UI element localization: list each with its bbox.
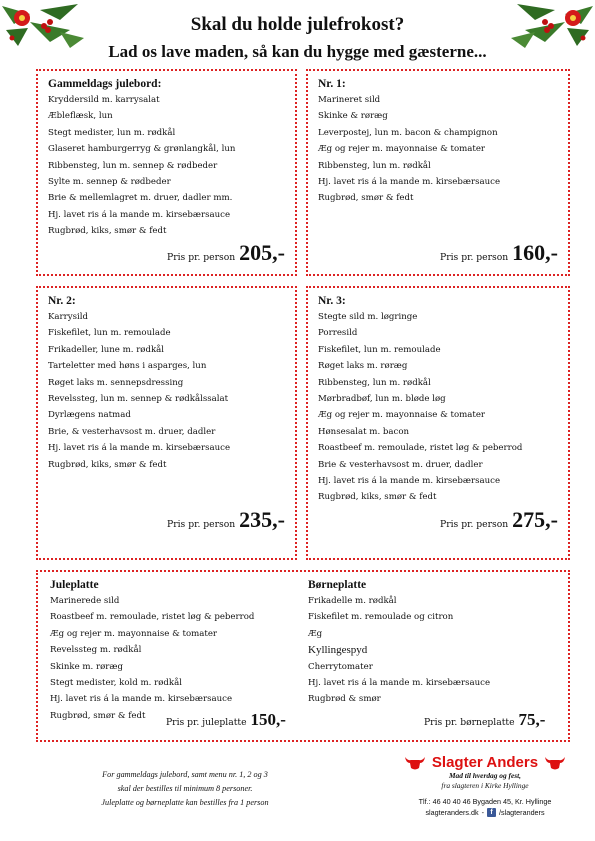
menu-item-list [50, 593, 300, 724]
menu-title: Nr. 2: [48, 295, 76, 307]
menu-item-list [48, 309, 285, 473]
menu-item: Rugbrød & smør [308, 694, 381, 705]
page-title: Skal du holde julefrokost? [190, 14, 405, 35]
menu-item: Stegt medister, kold m. rødkål [50, 678, 183, 689]
facebook-link[interactable]: /slagteranders [499, 808, 545, 817]
price-label: Pris pr. juleplatte [166, 717, 247, 728]
menu-item: Karrysild [48, 312, 89, 322]
juleplatte-column [50, 578, 300, 724]
footnote-line: For gammeldags julebord, samt menu nr. 1, 2 og 3 [102, 770, 268, 779]
menu-item: Leverpostej, lun m. bacon & champignon [318, 127, 498, 138]
price-value: 205,- [239, 240, 285, 265]
price-line [167, 240, 285, 266]
brand-tagline: fra slagteren i Kirke Hyllinge [441, 781, 529, 790]
menu-item: Skinke & røræg [318, 111, 388, 122]
bull-head-icon [404, 755, 426, 771]
menu-item: Hj. lavet ris á la mande m. kirsebærsauce [48, 443, 231, 454]
footnote-line: Juleplatte og børneplatte kan bestilles fra 1 person [101, 798, 269, 807]
menu-item: Brie, & vesterhavsost m. druer, dadler [48, 426, 216, 437]
menu-box-nr3 [306, 286, 570, 560]
menu-item: Røget laks m. sennepsdressing [48, 377, 184, 388]
menu-item: Ribbensteg, lun m. sennep & rødbeder [48, 160, 218, 171]
menu-item: Stegte sild m. løgringe [318, 312, 418, 322]
brand-row [395, 754, 575, 771]
menu-item: Porresild [318, 328, 358, 339]
menu-item: Røget laks m. røræg [318, 361, 408, 372]
price-label: Pris pr. person [440, 519, 509, 530]
menu-item: Skinke m. røræg [50, 661, 123, 672]
website-link[interactable]: slagteranders.dk [425, 808, 479, 817]
shop-logo [395, 754, 575, 818]
menu-item: Kryddersild m. karrysalat [48, 95, 160, 105]
price-line [167, 507, 285, 533]
holly-decoration-icon [0, 0, 86, 50]
price-label: Pris pr. person [167, 519, 236, 530]
menu-item: Roastbeef m. remoulade, ristet løg & peberrod [318, 443, 523, 454]
menu-title: Nr. 3: [318, 295, 346, 307]
menu-item-list [318, 309, 558, 506]
menu-item: Fiskefilet m. remoulade og citron [308, 612, 454, 623]
menu-item: Fiskefilet, lun m. remoulade [318, 344, 441, 355]
menu-item: Frikadeller, lune m. rødkål [48, 344, 165, 355]
price-value: 235,- [239, 507, 285, 532]
menu-item-list [48, 92, 285, 240]
price-line [440, 507, 558, 533]
contact-info: Tlf.: 46 40 40 46 Bygaden 45, Kr. Hyllinge [418, 797, 552, 806]
menu-item: Glaseret hamburgerryg & grønlangkål, lun [48, 144, 236, 155]
menu-item: Hj. lavet ris á la mande m. kirsebærsauce [308, 678, 491, 689]
menu-item: Rugbrød, smør & fedt [318, 193, 414, 204]
menu-item: Brie & mellemlagret m. druer, dadler mm. [48, 193, 233, 204]
order-footnote [60, 768, 310, 810]
menu-item: Hj. lavet ris á la mande m. kirsebærsauce [318, 476, 501, 487]
menu-title: Nr. 1: [318, 78, 346, 90]
price-value: 160,- [512, 240, 558, 265]
menu-box-nr1 [306, 69, 570, 276]
price-label: Pris pr. person [167, 252, 236, 263]
menu-item: Frikadelle m. rødkål [308, 596, 397, 606]
menu-item: Ribbensteg, lun m. rødkål [318, 377, 431, 388]
menu-item-list [308, 593, 568, 708]
menu-item: Fiskefilet, lun m. remoulade [48, 328, 171, 339]
brand-tagline: Mad til hverdag og fest, [448, 771, 522, 780]
menu-item: Roastbeef m. remoulade, ristet løg & peberrod [50, 612, 255, 623]
price-value: 275,- [512, 507, 558, 532]
menu-item: Kyllingespyd [308, 644, 368, 657]
menu-item: Marineret sild [318, 95, 381, 105]
price-line [440, 240, 558, 266]
menu-item: Rugbrød, kiks, smør & fedt [318, 492, 437, 503]
menu-item: Ribbensteg, lun m. rødkål [318, 160, 431, 171]
menu-item: Æg og rejer m. mayonnaise & tomater [50, 628, 218, 639]
menu-item: Stegt medister, lun m. rødkål [48, 127, 176, 138]
bull-head-icon [544, 755, 566, 771]
menu-box-gammeldags [36, 69, 297, 276]
menu-box-platter [36, 570, 570, 742]
menu-item: Æg og rejer m. mayonnaise & tomater [318, 144, 486, 155]
price-value: 75,- [518, 710, 546, 729]
menu-item: Rugbrød, kiks, smør & fedt [48, 459, 167, 470]
menu-item: Marinerede sild [50, 596, 120, 606]
menu-box-nr2 [36, 286, 297, 560]
brand-name: Slagter Anders [431, 754, 539, 771]
menu-item: Hj. lavet ris á la mande m. kirsebærsauce [50, 694, 233, 705]
footnote-line: skal der bestilles til minimum 8 personer. [117, 784, 253, 793]
menu-item: Cherrytomater [308, 661, 373, 672]
price-label: Pris pr. børneplatte [424, 717, 515, 728]
web-links: slagteranders.dk - f /slagteranders [425, 808, 545, 817]
menu-item: Mørbradbøf, lun m. bløde løg [318, 394, 446, 405]
menu-item: Tarteletter med høns i asparges, lun [48, 361, 207, 372]
menu-item: Revelssteg, lun m. sennep & rødkålssalat [48, 394, 229, 405]
price-label: Pris pr. person [440, 252, 509, 263]
menu-item: Rugbrød, smør & fedt [50, 710, 146, 721]
borneplatte-column [308, 578, 568, 708]
menu-item: Hj. lavet ris á la mande m. kirsebærsauce [318, 177, 501, 188]
menu-item: Rugbrød, kiks, smør & fedt [48, 226, 167, 237]
menu-item: Æg og rejer m. mayonnaise & tomater [318, 410, 486, 421]
menu-title: Juleplatte [50, 579, 99, 591]
page-header [100, 14, 495, 63]
menu-item-list [318, 92, 558, 207]
menu-item: Revelssteg m. rødkål [50, 645, 142, 656]
menu-item: Hønsesalat m. bacon [318, 426, 410, 437]
menu-title: Gammeldags julebord: [48, 78, 162, 90]
menu-title: Børneplatte [308, 579, 367, 591]
page-subtitle: Lad os lave maden, så kan du hygge med gæsterne... [108, 42, 487, 61]
facebook-icon: f [487, 808, 496, 817]
menu-item: Æg [308, 628, 323, 639]
menu-item: Sylte m. sennep & rødbeder [48, 177, 171, 188]
menu-item: Æbleflæsk, lun [48, 111, 113, 122]
holly-decoration-icon [509, 0, 595, 50]
menu-item: Dyrlægens natmad [48, 410, 131, 421]
price-value: 150,- [250, 710, 286, 729]
menu-item: Hj. lavet ris á la mande m. kirsebærsauce [48, 209, 231, 220]
price-line [424, 710, 558, 730]
menu-item: Brie & vesterhavsost m. druer, dadler [318, 459, 483, 470]
